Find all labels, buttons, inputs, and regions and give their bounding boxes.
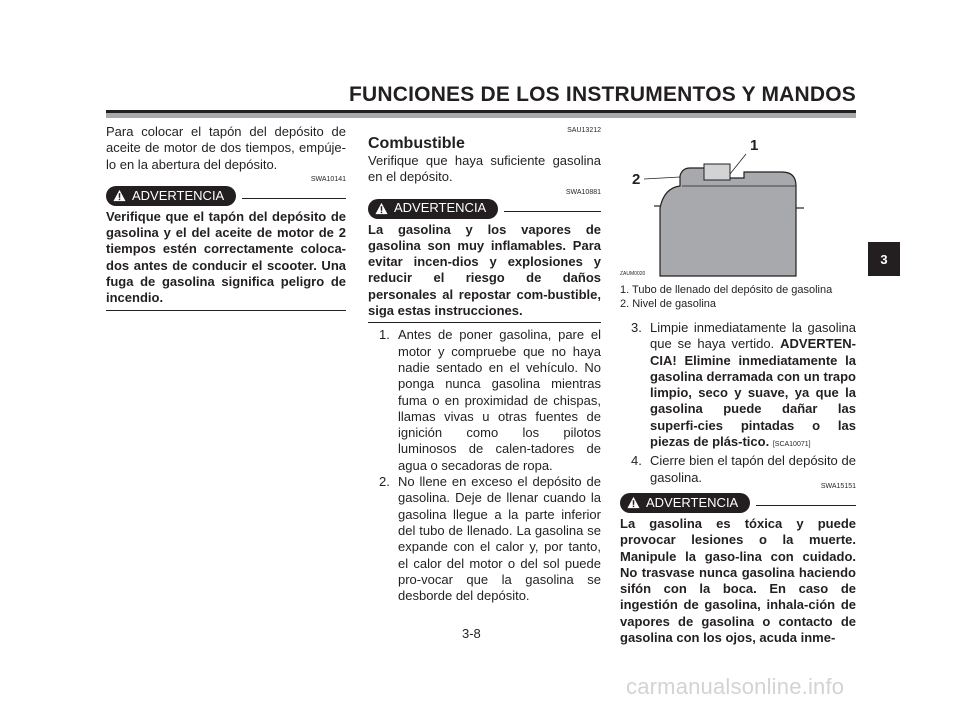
step-number: 4. [631,453,642,469]
warning-label: ADVERTENCIA [646,494,739,510]
section-code: SAU13212 [567,127,601,134]
step-text: No llene en exceso el depósito de gasolina. Deje de llenar cuando la gasolina llegue a la parte inferior del tubo de llenado. La gasolina se expande con el calor y, por tanto, el calor del motor o del sol puede pro-vocar que la gasolina se desborde del depósito. [398,474,601,604]
list-item [368,474,601,604]
warning-badge [620,493,750,513]
column-middle [368,124,601,604]
warning-label: ADVERTENCIA [394,200,487,216]
warning-text: La gasolina y los vapores de gasolina son muy inflamables. Para evitar incen-dios y explosiones y reducir el riesgo de daños personales al repostar com-bustible, siga estas instrucciones. [368,221,601,319]
warning-badge [368,199,498,219]
warning-header [620,493,856,513]
warning-triangle-icon [627,496,640,509]
section-intro: Verifique que haya suficiente gasolina en el depósito. [368,153,601,185]
chapter-tab [868,242,900,276]
warning-code: SWA10141 [310,175,346,183]
figure-captions [620,284,856,311]
fuel-tank-figure [620,124,856,282]
step-text: Limpie inmediatamente la gasolina que se haya vertido. [650,320,856,352]
caption-1: 1. Tubo de llenado del depósito de gasolina [620,284,833,296]
figure-label-1: 1 [750,137,759,154]
chapter-number: 3 [880,251,888,267]
step-number: 2. [379,474,390,490]
step-caution-text: ADVERTEN-CIA! Elimine inmediatamente la gasolina derramada con un trapo limpio, seco y suave, ya que la gasolina puede dañar las superfi-cies pintadas o las piezas de plás-tico. [650,336,856,450]
warning-rule [504,211,601,212]
column-right [620,124,856,646]
list-item [368,327,601,474]
warning-header [368,199,601,219]
warning-triangle-icon [375,202,388,215]
section-title: Combustible [368,135,465,152]
warning-triangle-icon [113,189,126,202]
warning-rule [756,505,856,506]
list-item [620,320,856,453]
intro-paragraph: Para colocar el tapón del depósito de aceite de motor de dos tiempos, empúje-lo en la abertura del depósito. [106,124,346,172]
steps-list [368,327,601,604]
header-rule-shadow [106,113,856,118]
warning-code: SWA15151 [820,482,856,490]
warning-header [106,186,346,206]
page-number: 3-8 [462,626,481,641]
warning-badge [106,186,236,206]
warning-text: Verifique que el tapón del depósito de gasolina y el del aceite de motor de 2 tiempos estén correctamente coloca-dos antes de conducir el scooter. Una fuga de gasolina significa peligro de incendio. [106,208,346,306]
page-header-title: FUNCIONES DE LOS INSTRUMENTOS Y MANDOS [349,83,856,106]
warning-end-rule [106,310,346,311]
column-left [106,124,346,311]
caption-2: 2. Nivel de gasolina [620,297,717,310]
figure-label-2: 2 [632,171,641,188]
fuel-tank-illustration [620,124,856,282]
step-number: 1. [379,327,390,343]
warning-label: ADVERTENCIA [132,187,225,203]
warning-rule [242,198,346,199]
step-number: 3. [631,320,642,335]
step-text: Cierre bien el tapón del depósito de gasolina. [650,453,856,485]
warning-code: SWA10881 [565,188,601,196]
watermark: carmanualsonline.info [626,674,845,699]
warning-end-rule [368,322,601,323]
figure-code: ZAUM0020 [620,270,646,277]
list-item [620,453,856,486]
steps-list [620,320,856,486]
caution-code: [SCA10071] [772,441,811,449]
warning-text: La gasolina es tóxica y puede provocar lesiones o la muerte. Manipule la gaso-lina con cuidado. No trasvase nunca gasolina haciendo sifón con la boca. En caso de ingestión de gasolina, inhala-ción de vapores de gasolina o contacto de gasolina con los ojos, acuda inme- [620,515,856,646]
step-text: Antes de poner gasolina, pare el motor y compruebe que no haya nadie sentado en el vehículo. No ponga nunca gasolina mientras fuma o en proximidad de chispas, llamas vivas u otras fuentes de ignición como los pilotos luminosos de calen-tadores de agua o secadoras de ropa. [398,327,601,473]
